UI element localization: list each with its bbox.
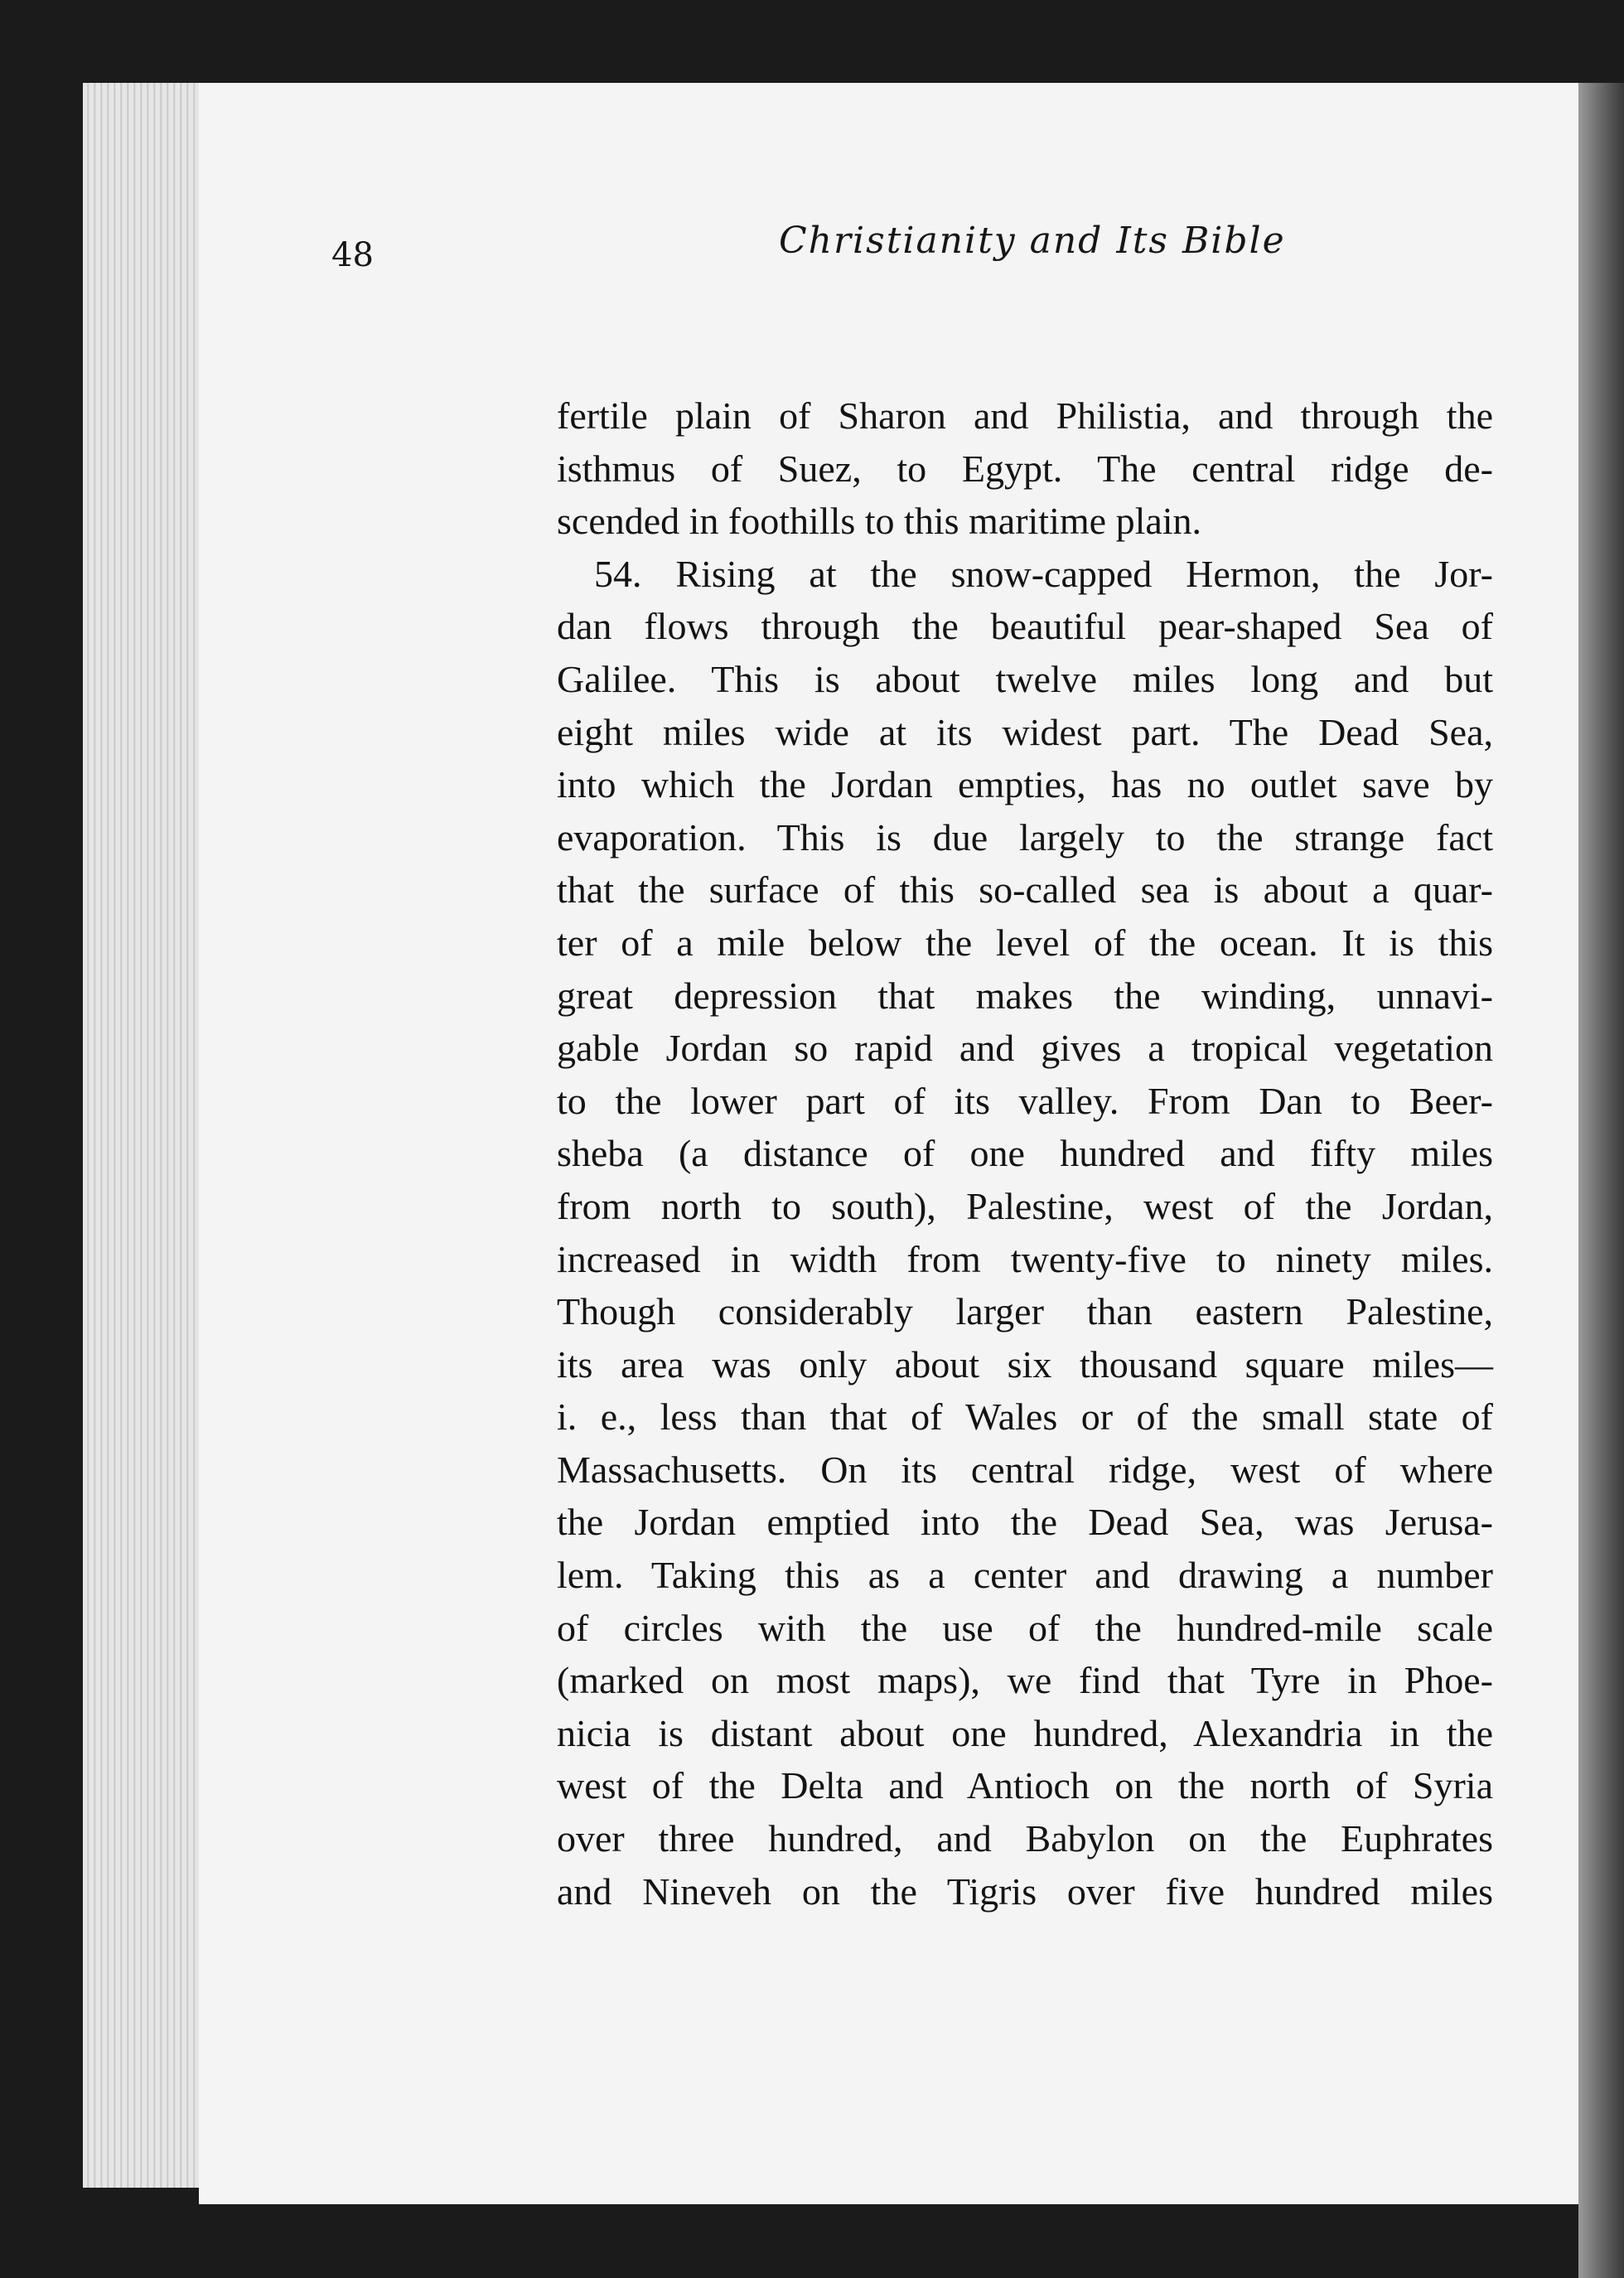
text-line: west of the Delta and Antioch on the north of Syria [557, 1764, 1493, 1807]
binding-shadow [1578, 83, 1624, 2278]
text-line: (marked on most maps), we find that Tyre in Phoe- [557, 1659, 1493, 1702]
text-line: into which the Jordan empties, has no outlet save by [557, 763, 1493, 806]
text-line: ter of a mile below the level of the ocean. It is this [557, 921, 1493, 964]
text-line: dan flows through the beautiful pear-shaped Sea of [557, 605, 1493, 648]
text-line: Galilee. This is about twelve miles long and but [557, 657, 1493, 700]
text-line: sheba (a distance of one hundred and fifty miles [557, 1132, 1493, 1175]
running-head [331, 220, 1286, 286]
text-line: nicia is distant about one hundred, Alexandria in the [557, 1711, 1493, 1754]
page-number: 48 [331, 236, 374, 274]
text-line: of circles with the use of the hundred-mile scale [557, 1606, 1493, 1649]
text-line: Massachusetts. On its central ridge, west of where [557, 1448, 1493, 1491]
text-line: that the surface of this so-called sea is about a quar- [557, 868, 1493, 912]
text-line: increased in width from twenty-five to ninety miles. [557, 1237, 1493, 1280]
text-line: to the lower part of its valley. From Dan to Beer- [557, 1079, 1493, 1122]
body-text [557, 389, 1493, 1918]
text-line: gable Jordan so rapid and gives a tropical vegetation [557, 1027, 1493, 1070]
text-line: its area was only about six thousand square miles— [557, 1342, 1493, 1386]
text-line: lem. Taking this as a center and drawing a number [557, 1554, 1493, 1597]
text-line: isthmus of Suez, to Egypt. The central ridge de- [557, 447, 1493, 490]
text-line: i. e., less than that of Wales or of the small state of [557, 1395, 1493, 1439]
text-line: from north to south), Palestine, west of the Jordan, [557, 1184, 1493, 1227]
text-line: eight miles wide at its widest part. The Dead Sea, [557, 710, 1493, 753]
text-line: evaporation. This is due largely to the strange fact [557, 815, 1493, 858]
text-line: fertile plain of Sharon and Philistia, and through the [557, 394, 1493, 437]
text-line: the Jordan emptied into the Dead Sea, was Jerusa- [557, 1501, 1493, 1544]
text-line: great depression that makes the winding, unnavi- [557, 974, 1493, 1017]
text-line: scended in foothills to this maritime plain. [557, 500, 1202, 543]
page-edges [83, 83, 215, 2188]
text-line: over three hundred, and Babylon on the Euphrates [557, 1817, 1493, 1860]
text-line: 54. Rising at the snow-capped Hermon, the Jor- [594, 552, 1493, 595]
text-line: and Nineveh on the Tigris over five hundred miles [557, 1869, 1493, 1913]
text-line: Though considerably larger than eastern Palestine, [557, 1290, 1493, 1333]
running-title: Christianity and Its Bible [779, 220, 1286, 262]
